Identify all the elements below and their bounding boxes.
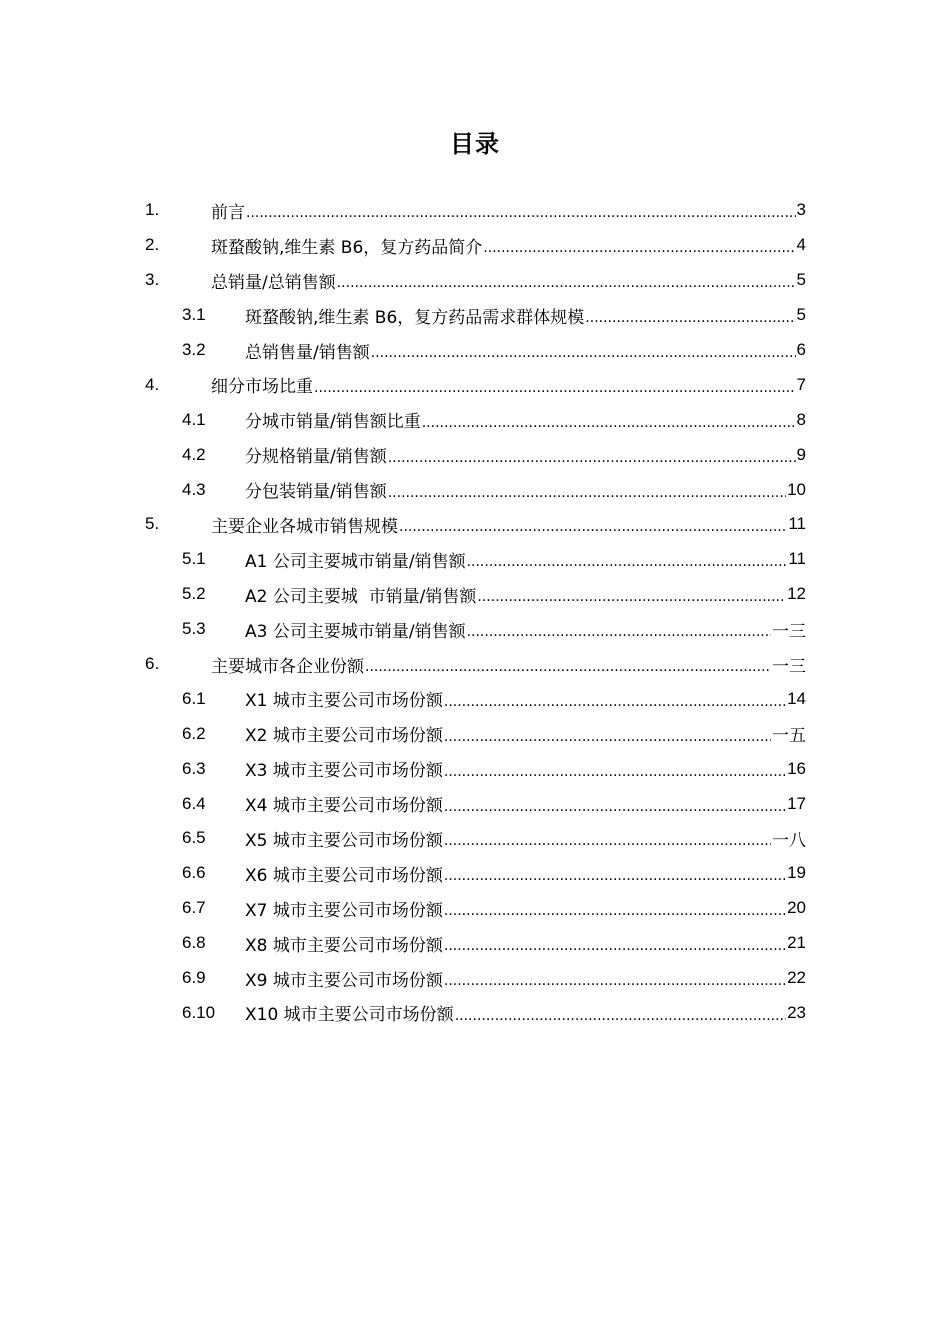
toc-entry-number: 5.2 [182, 584, 206, 604]
toc-entry-page-number: 一三 [772, 656, 806, 676]
dot-leader [388, 485, 786, 501]
toc-entry-page-number: 7 [796, 374, 806, 394]
toc-entry[interactable] [145, 263, 806, 298]
dot-leader [337, 275, 796, 291]
toc-entry-title: X3 城市主要公司市场份额 [245, 761, 443, 782]
toc-entry-title: A2 公司主要城 市销量/销售额 [245, 586, 477, 607]
toc-entry-page-number: 21 [787, 933, 806, 953]
toc-entry-number: 6.9 [182, 968, 206, 988]
toc-entry-page-number: 19 [787, 863, 806, 883]
toc-entry-number: 6.4 [182, 793, 206, 813]
toc-entry-number: 1. [145, 200, 160, 220]
toc-entry-number: 4. [145, 374, 160, 394]
toc-entry[interactable] [145, 472, 806, 507]
dot-leader [444, 833, 771, 849]
toc-entry-page-number: 20 [787, 898, 806, 918]
dot-leader [467, 554, 788, 570]
toc-entry-title: X1 城市主要公司市场份额 [245, 691, 443, 712]
toc-entry-number: 6.2 [182, 723, 206, 743]
toc-entry-number: 6.1 [182, 688, 206, 708]
dot-leader [444, 799, 786, 815]
toc-entry-number: 4.1 [182, 409, 206, 429]
toc-entry-title: X7 城市主要公司市场份额 [245, 900, 443, 921]
toc-entry[interactable] [145, 367, 806, 402]
toc-entry-page-number: 11 [788, 549, 806, 569]
toc-entry-number: 2. [145, 235, 160, 255]
toc-title: 目录 [450, 130, 500, 158]
toc-entry-page-number: 8 [796, 409, 806, 429]
toc-entry-page-number: 11 [788, 514, 806, 534]
dot-leader [444, 903, 786, 919]
toc-entry-number: 5.1 [182, 549, 206, 569]
dot-leader [444, 764, 786, 780]
toc-entry-number: 5.3 [182, 619, 206, 639]
toc-entry-number: 3.1 [182, 305, 206, 325]
toc-entry-page-number: 4 [796, 235, 806, 255]
toc-entry[interactable] [145, 961, 806, 996]
toc-entry-title: X8 城市主要公司市场份额 [245, 935, 443, 956]
toc-entry[interactable] [145, 926, 806, 961]
toc-entry-number: 6.8 [182, 933, 206, 953]
toc-entry[interactable] [145, 716, 806, 751]
toc-entry-title: 主要城市各企业份额 [211, 656, 364, 677]
dot-leader [365, 659, 771, 675]
toc-entry[interactable] [145, 228, 806, 263]
toc-entry-title: A3 公司主要城市销量/销售额 [245, 621, 466, 642]
dot-leader [483, 240, 795, 256]
toc-entry-number: 6.7 [182, 898, 206, 918]
toc-entry-number: 5. [145, 514, 160, 534]
toc-entry-page-number: 一五 [772, 726, 806, 746]
toc-entry[interactable] [145, 333, 806, 368]
toc-entry-number: 4.3 [182, 479, 206, 499]
toc-list [145, 193, 806, 1030]
toc-entry-title: 前言 [211, 202, 245, 223]
toc-entry-page-number: 3 [796, 200, 806, 220]
toc-entry-page-number: 16 [787, 758, 806, 778]
toc-entry[interactable] [145, 577, 806, 612]
toc-entry[interactable] [145, 402, 806, 437]
toc-entry-number: 4.2 [182, 444, 206, 464]
dot-leader [444, 973, 786, 989]
toc-entry[interactable] [145, 821, 806, 856]
toc-entry[interactable] [145, 751, 806, 786]
dot-leader [371, 345, 796, 361]
toc-entry-title: 分规格销量/销售额 [245, 447, 387, 468]
dot-leader [477, 589, 786, 605]
toc-entry-title: A1 公司主要城市销量/销售额 [245, 551, 466, 572]
toc-entry[interactable] [145, 786, 806, 821]
toc-entry-number: 3. [145, 270, 160, 290]
dot-leader [422, 415, 796, 431]
toc-entry-page-number: 22 [787, 968, 806, 988]
toc-entry-title: X6 城市主要公司市场份额 [245, 865, 443, 886]
dot-leader [388, 450, 796, 466]
toc-entry[interactable] [145, 856, 806, 891]
toc-entry-title: X5 城市主要公司市场份额 [245, 830, 443, 851]
toc-entry-page-number: 9 [796, 444, 806, 464]
dot-leader [246, 205, 796, 221]
toc-entry[interactable] [145, 891, 806, 926]
dot-leader [444, 729, 771, 745]
toc-entry[interactable] [145, 681, 806, 716]
toc-entry-title: 总销售量/销售额 [245, 342, 370, 363]
toc-entry-title: 细分市场比重 [211, 377, 313, 398]
toc-entry-page-number: 6 [796, 340, 806, 359]
toc-entry-number: 3.2 [182, 340, 206, 359]
toc-entry-title: X2 城市主要公司市场份额 [245, 726, 443, 747]
toc-entry-page-number: 10 [787, 479, 806, 499]
toc-entry-page-number: 一八 [772, 830, 806, 850]
toc-entry-number: 6.5 [182, 828, 206, 848]
toc-entry[interactable] [145, 647, 806, 682]
toc-entry-page-number: 5 [796, 270, 806, 290]
dot-leader [585, 310, 795, 326]
toc-entry-page-number: 一三 [772, 621, 806, 641]
toc-entry-page-number: 5 [796, 305, 806, 325]
toc-entry-title: 分包装销量/销售额 [245, 482, 387, 503]
toc-entry-number: 6. [145, 654, 160, 674]
dot-leader [467, 624, 771, 640]
toc-entry-page-number: 12 [787, 584, 806, 604]
dot-leader [455, 1008, 786, 1024]
toc-entry-title: 斑蝥酸钠,维生素 B6，复方药品简介 [211, 237, 483, 258]
toc-entry-title: 总销量/总销售额 [211, 272, 336, 293]
toc-entry-page-number: 17 [787, 793, 806, 813]
dot-leader [314, 380, 796, 396]
toc-entry[interactable] [145, 437, 806, 472]
toc-entry-title: 分城市销量/销售额比重 [245, 412, 421, 433]
toc-entry-number: 6.10 [182, 1002, 216, 1022]
toc-entry[interactable] [145, 298, 806, 333]
toc-entry-title: X9 城市主要公司市场份额 [245, 970, 443, 991]
toc-entry[interactable] [145, 542, 806, 577]
toc-entry-page-number: 23 [787, 1002, 806, 1022]
dot-leader [399, 519, 787, 535]
toc-entry-page-number: 14 [787, 688, 806, 708]
dot-leader [444, 694, 786, 710]
toc-entry-number: 6.6 [182, 863, 206, 883]
toc-entry[interactable] [145, 507, 806, 542]
toc-entry[interactable] [145, 612, 806, 647]
toc-entry-title: 斑蝥酸钠,维生素 B6，复方药品需求群体规模 [245, 307, 585, 328]
toc-entry-title: 主要企业各城市销售规模 [211, 516, 398, 537]
toc-entry[interactable] [145, 193, 806, 228]
toc-entry-title: X10 城市主要公司市场份额 [245, 1005, 454, 1026]
toc-entry-title: X4 城市主要公司市场份额 [245, 796, 443, 817]
toc-entry-number: 6.3 [182, 758, 206, 778]
dot-leader [444, 938, 786, 954]
toc-entry[interactable] [145, 995, 806, 1030]
dot-leader [444, 868, 786, 884]
